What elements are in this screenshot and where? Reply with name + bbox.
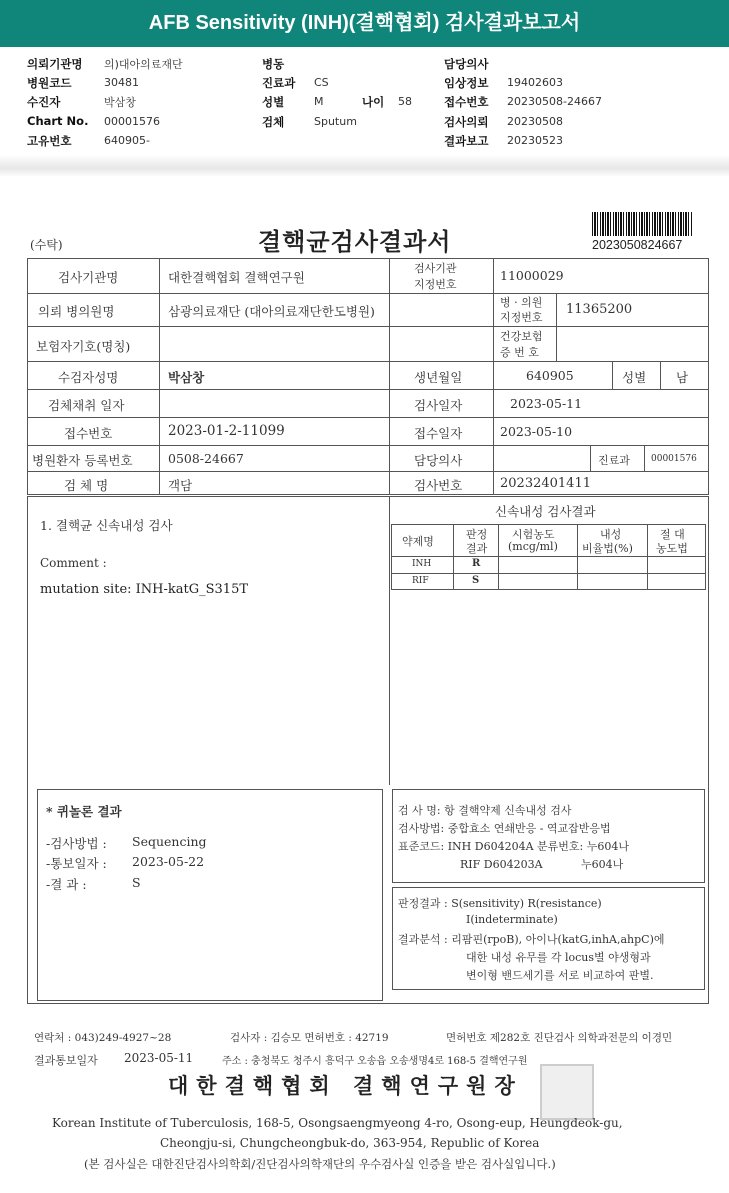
cell-value: 0508-24667	[168, 451, 244, 466]
footer-address: 주소 : 충청북도 청주시 흥덕구 오송읍 오송생명4로 168-5 결핵연구원	[222, 1056, 528, 1067]
cell-value: 박삼창	[168, 370, 205, 385]
divider	[27, 389, 709, 390]
cell-label: 접수번호	[64, 426, 113, 441]
comment-label: Comment :	[40, 556, 107, 570]
cell-value: 640905	[526, 368, 574, 383]
divider	[647, 524, 648, 590]
test-info-line: RIF D604203A 누604나	[460, 858, 624, 871]
info-field: 검체	[262, 115, 285, 129]
cell-value: 20232401411	[500, 476, 591, 491]
interpretation-line: 결과분석 : 리팜핀(rpoB), 아이나(katG,inhA,ahpC)에	[398, 933, 665, 946]
cell-label: 병원환자 등록번호	[32, 453, 133, 468]
interpretation-line: 변이형 밴드세기를 서로 비교하여 판별.	[466, 969, 654, 982]
info-value: 박삼창	[104, 96, 136, 109]
footer-notify-label: 결과통보일자	[34, 1054, 98, 1067]
interpretation-line: I(indeterminate)	[466, 913, 558, 926]
column-header: (mcg/ml)	[508, 540, 558, 553]
footer-notify-date: 2023-05-11	[124, 1051, 194, 1065]
cell-label: 건강보험	[500, 330, 543, 343]
column-header: 내성	[600, 528, 622, 541]
result-table-title: 신속내성 검사결과	[495, 504, 596, 519]
report-title: AFB Sensitivity (INH)(결핵협회) 검사결과보고서	[148, 12, 581, 34]
quinolone-result-label: -결 과 :	[46, 877, 87, 892]
drug-result: S	[472, 575, 480, 586]
quinolone-method-label: -검사방법 :	[46, 836, 107, 851]
quinolone-box	[37, 789, 383, 1001]
drug-name: INH	[412, 559, 432, 569]
info-value: CS	[314, 76, 329, 89]
info-value: Sputum	[314, 115, 357, 128]
divider	[493, 258, 494, 361]
footer-license: 면허번호 제282호 진단검사 의학과전문의 이경민	[446, 1032, 673, 1044]
interpretation-line: 대한 내성 유무를 각 locus별 야생형과	[466, 951, 651, 964]
footer-english-2: Cheongju-si, Chungcheongbuk-do, 363-954, Republic of Korea	[160, 1136, 540, 1150]
column-header: 비율법(%)	[582, 542, 633, 555]
column-header: 판정	[466, 528, 488, 541]
cell-label: 접수일자	[414, 426, 463, 441]
section-title: 1. 결핵균 신속내성 검사	[40, 518, 173, 533]
official-seal	[540, 1064, 594, 1120]
column-header: 절 대	[660, 528, 685, 541]
interpretation-line: 판정결과 : S(sensitivity) R(resistance)	[398, 897, 602, 910]
info-value: M	[314, 95, 324, 108]
cell-label: 병 · 의원	[500, 296, 543, 309]
info-value: 58	[398, 95, 412, 108]
divider	[590, 445, 591, 471]
cell-label: 지정번호	[414, 278, 457, 291]
divider	[389, 258, 390, 495]
divider	[498, 524, 499, 590]
barcode-image	[592, 212, 692, 236]
cell-value: 삼광의료재단 (대아의료재단한도병원)	[168, 304, 375, 319]
copy-label: (수탁)	[30, 238, 63, 252]
quinolone-notify-value: 2023-05-22	[132, 854, 205, 869]
divider	[389, 496, 390, 785]
cell-label: 수검자성명	[58, 370, 119, 385]
column-header: 약제명	[402, 535, 434, 548]
divider	[577, 524, 578, 590]
info-field: 임상정보	[444, 76, 489, 90]
cell-label: 성별	[622, 370, 647, 385]
cell-label: 검사번호	[414, 478, 463, 493]
divider	[556, 293, 557, 361]
drug-name: RIF	[412, 576, 429, 586]
divider	[644, 445, 645, 471]
divider	[159, 258, 160, 495]
cell-value: 대한결핵협회 결핵연구원	[168, 270, 305, 285]
quinolone-title: * 퀴놀론 결과	[46, 804, 122, 819]
quinolone-notify-label: -통보일자 :	[46, 856, 107, 871]
cell-label: 보험자기호(명칭)	[36, 339, 131, 354]
mutation-site: mutation site: INH-katG_S315T	[40, 582, 249, 597]
info-field: 고유번호	[27, 134, 72, 148]
cell-value: 2023-01-2-11099	[168, 423, 285, 439]
info-value: 30481	[104, 76, 139, 89]
info-field: 수진자	[27, 95, 61, 109]
org-name: 대한결핵협회 결핵연구원장	[168, 1073, 523, 1098]
info-field: 나이	[362, 95, 385, 109]
cell-value: 2023-05-10	[500, 424, 573, 439]
divider	[391, 556, 706, 557]
divider	[612, 361, 613, 389]
cell-value: 11000029	[500, 268, 564, 283]
cell-label: 담당의사	[414, 453, 463, 468]
info-field: Chart No.	[27, 114, 89, 128]
info-value: 19402603	[507, 76, 563, 89]
info-field: 접수번호	[444, 95, 489, 109]
cell-label: 진료과	[598, 454, 630, 467]
info-value: 20230508	[507, 115, 563, 128]
report-doc-title: 결핵균검사결과서	[258, 227, 452, 256]
cell-value: 11365200	[566, 302, 633, 317]
column-header: 결과	[466, 542, 488, 555]
section-divider	[0, 155, 729, 177]
report-title-bar	[0, 0, 729, 47]
barcode-number: 2023050824667	[592, 238, 683, 252]
cell-label: 증 번 호	[500, 346, 539, 359]
cell-label: 지정번호	[500, 311, 543, 324]
info-value: 20230508-24667	[507, 95, 602, 108]
footer-english-1: Korean Institute of Tuberculosis, 168-5, Osongsaengmyeong 4-ro, Osong-eup, Heungdeok-gu,	[52, 1116, 623, 1130]
info-field: 의뢰기관명	[27, 57, 83, 71]
test-info-line: 검 사 명: 항 결핵약제 신속내성 검사	[398, 804, 572, 817]
divider	[27, 326, 709, 327]
info-value: 20230523	[507, 134, 563, 147]
quinolone-result-value: S	[132, 875, 141, 890]
cell-label: 검사기관	[414, 262, 457, 275]
divider	[453, 524, 454, 590]
divider	[27, 471, 709, 472]
info-value: 의)대아의료재단	[104, 58, 183, 71]
divider	[27, 293, 709, 294]
info-field: 병원코드	[27, 76, 72, 90]
cell-value: 남	[676, 370, 689, 385]
cell-label: 검사기관명	[58, 270, 119, 285]
info-field: 성별	[262, 95, 285, 109]
divider	[27, 445, 709, 446]
info-field: 담당의사	[444, 57, 489, 71]
cell-value: 객담	[168, 478, 193, 493]
cell-value: 2023-05-11	[510, 396, 583, 411]
test-info-line: 검사방법: 중합효소 연쇄반응 - 역교잡반응법	[398, 822, 611, 835]
footer-contact: 연락처 : 043)249-4927~28	[34, 1032, 172, 1044]
cell-label: 검체채취 일자	[48, 398, 125, 413]
info-value: 640905-	[104, 134, 150, 147]
divider	[493, 361, 494, 495]
column-header: 농도법	[656, 542, 688, 555]
info-value: 00001576	[104, 115, 160, 128]
cell-label: 검사일자	[414, 398, 463, 413]
cell-label: 의뢰 병의원명	[38, 304, 115, 319]
divider	[27, 361, 709, 362]
cell-value: 00001576	[651, 454, 697, 464]
test-info-line: 표준코드: INH D604204A 분류번호: 누604나	[398, 840, 629, 853]
quinolone-method-value: Sequencing	[132, 834, 207, 849]
drug-result: R	[472, 558, 481, 569]
cell-label: 생년월일	[414, 370, 463, 385]
info-field: 병동	[262, 57, 285, 71]
info-field: 검사의뢰	[444, 115, 489, 129]
footer-certification: (본 검사실은 대한진단검사의학회/진단검사의학재단의 우수검사실 인증을 받은 검사실입니다.)	[84, 1157, 556, 1171]
column-header: 시험농도	[512, 528, 555, 541]
info-field: 진료과	[262, 76, 296, 90]
divider	[27, 417, 709, 418]
cell-label: 검 체 명	[64, 478, 109, 493]
divider	[660, 361, 661, 389]
divider	[391, 573, 706, 574]
footer-inspector: 검사자 : 김승모 면허번호 : 42719	[230, 1032, 389, 1044]
info-field: 결과보고	[444, 134, 489, 148]
